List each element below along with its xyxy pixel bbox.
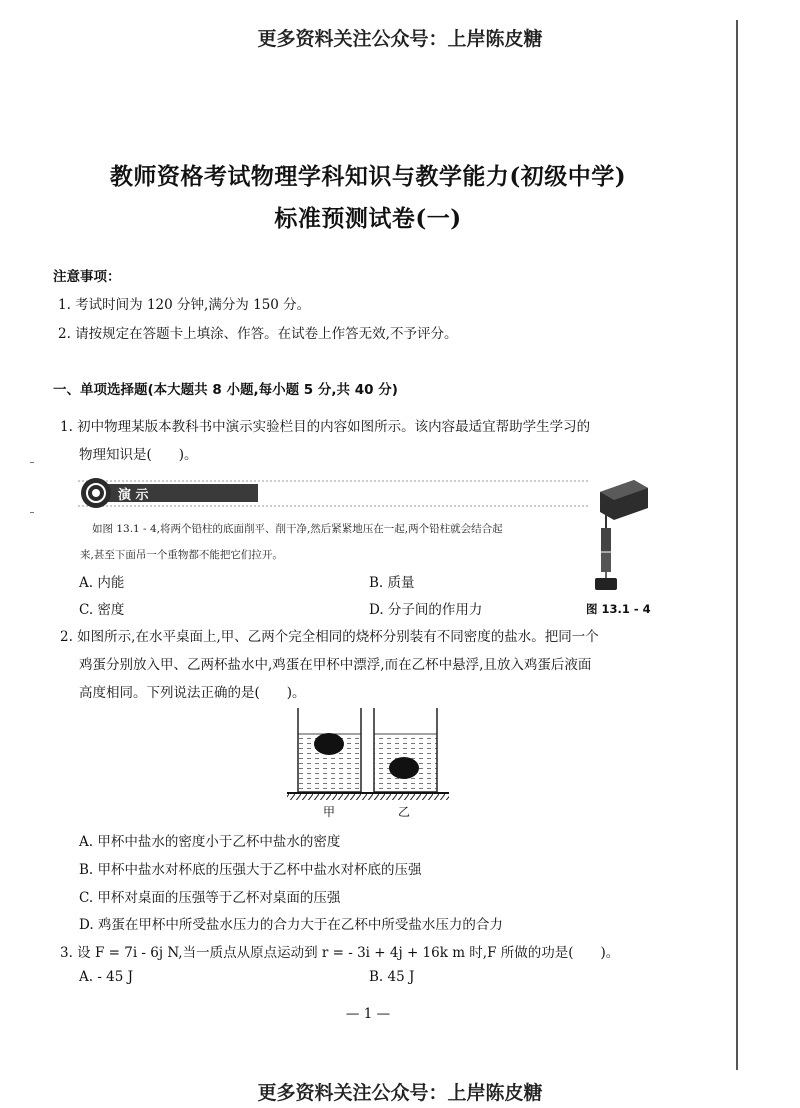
q1-option-b: B. 质量	[369, 575, 415, 591]
q2-option-c: C. 甲杯对桌面的压强等于乙杯对桌面的压强	[79, 890, 341, 906]
demo-box-graphic	[78, 476, 588, 510]
q3-option-b: B. 45 J	[369, 969, 415, 985]
lead-cylinder-figure	[592, 478, 652, 596]
paper-title-line1: 教师资格考试物理学科知识与教学能力(初级中学)	[109, 163, 627, 190]
beakers-diagram	[283, 706, 453, 806]
header-banner: 更多资料关注公众号：上岸陈皮糖	[257, 28, 543, 50]
q1-stem-line1: 1. 初中物理某版本教科书中演示实验栏目的内容如图所示。该内容最适宜帮助学生学习的	[60, 419, 591, 435]
q1-option-c: C. 密度	[79, 602, 125, 618]
page-number: — 1 —	[345, 1006, 391, 1022]
scan-mark	[30, 462, 34, 463]
q1-option-a: A. 内能	[79, 575, 125, 591]
demo-text-line2: 来,甚至下面吊一个重物都不能把它们拉开。	[80, 549, 283, 561]
footer-banner: 更多资料关注公众号：上岸陈皮糖	[257, 1082, 543, 1104]
notice-heading: 注意事项：	[53, 269, 121, 285]
demo-box-label: 演 示	[118, 488, 149, 503]
lead-cylinder-image	[592, 478, 652, 596]
q2-option-d: D. 鸡蛋在甲杯中所受盐水压力的合力大于在乙杯中所受盐水压力的合力	[79, 917, 503, 933]
q2-option-a: A. 甲杯中盐水的密度小于乙杯中盐水的密度	[79, 834, 341, 850]
beaker-label-jia: 甲	[323, 805, 336, 819]
section-heading: 一、单项选择题(本大题共 8 小题,每小题 5 分,共 40 分)	[53, 382, 398, 398]
demo-box-header	[78, 476, 588, 510]
beaker-label-yi: 乙	[398, 805, 411, 819]
beakers-figure	[283, 706, 453, 806]
q2-option-b: B. 甲杯中盐水对杯底的压强大于乙杯中盐水对杯底的压强	[79, 862, 422, 878]
q3-option-a: A. - 45 J	[79, 969, 134, 985]
q2-stem-line1: 2. 如图所示,在水平桌面上,甲、乙两个完全相同的烧杯分别装有不同密度的盐水。把同一个	[60, 629, 599, 645]
q2-stem-line2: 鸡蛋分别放入甲、乙两杯盐水中,鸡蛋在甲杯中漂浮,而在乙杯中悬浮,且放入鸡蛋后液面	[79, 657, 592, 673]
notice-item-1: 1. 考试时间为 120 分钟,满分为 150 分。	[58, 297, 311, 313]
figure-caption: 图 13.1 - 4	[586, 602, 651, 616]
paper-title-line2: 标准预测试卷(一)	[274, 205, 462, 232]
q3-stem: 3. 设 F = 7i - 6j N,当一质点从原点运动到 r = - 3i + 4j + 16k m 时,F 所做的功是( )。	[60, 945, 620, 961]
q1-option-d: D. 分子间的作用力	[369, 602, 483, 618]
q2-stem-line3: 高度相同。下列说法正确的是( )。	[79, 685, 306, 701]
notice-item-2: 2. 请按规定在答题卡上填涂、作答。在试卷上作答无效,不予评分。	[58, 326, 458, 342]
q1-stem-line2: 物理知识是( )。	[79, 447, 198, 463]
scan-edge-line	[736, 20, 738, 1070]
demo-text-line1: 如图 13.1 - 4,将两个铅柱的底面削平、削干净,然后紧紧地压在一起,两个铅柱就会结合起	[92, 523, 503, 535]
scan-mark	[30, 512, 34, 513]
